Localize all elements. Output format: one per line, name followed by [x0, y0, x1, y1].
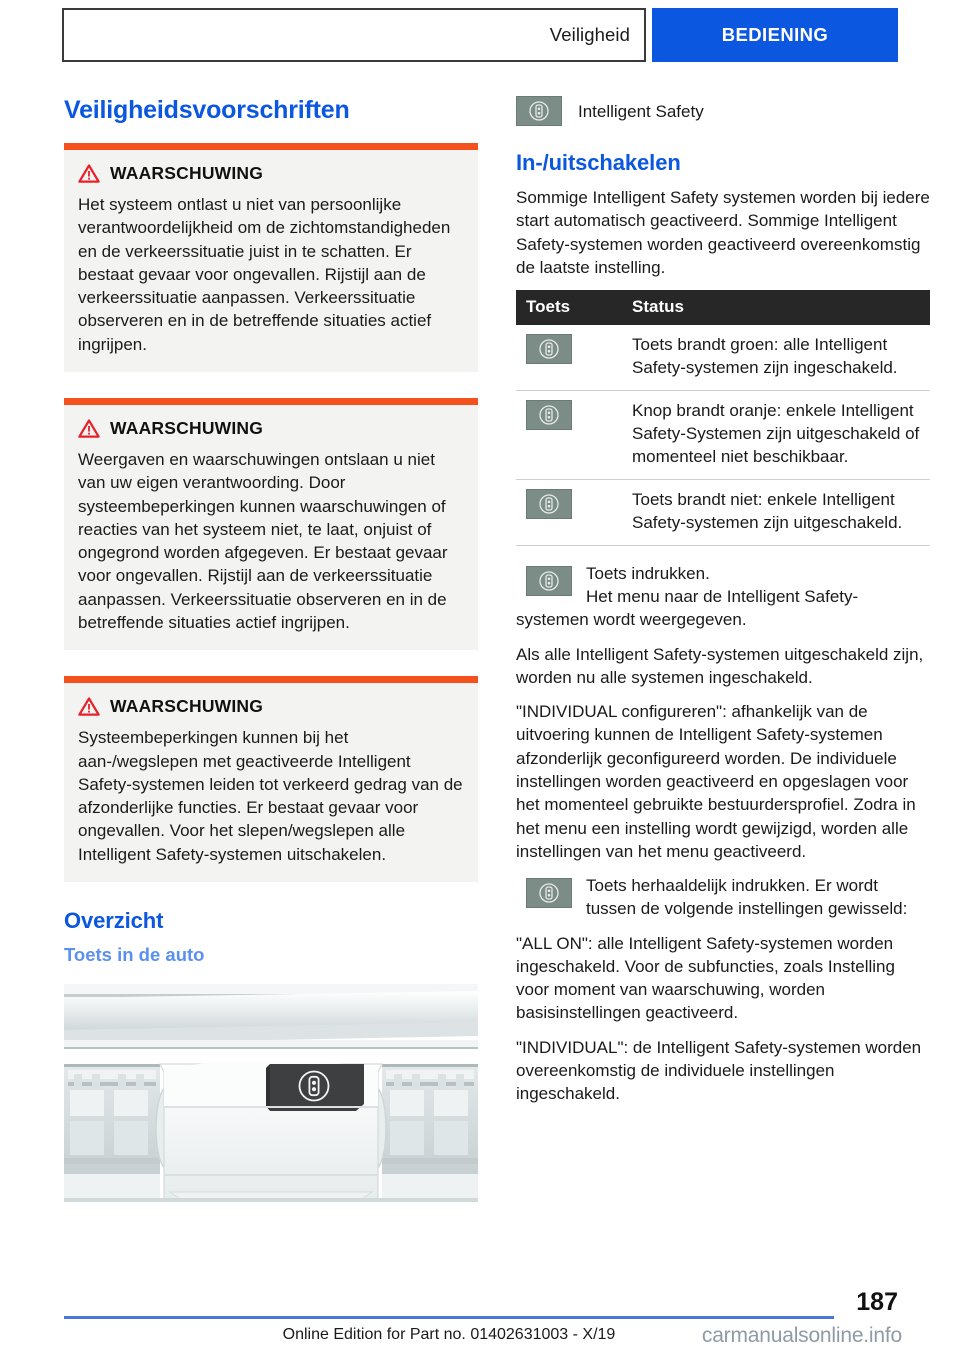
intelligent-safety-button-icon	[526, 489, 572, 519]
paragraph-individual: "INDIVIDUAL": de Intelligent Safety-systemen worden overeenkomstig de individuele instellingen ingeschakeld.	[516, 1037, 922, 1104]
page-footer	[64, 1288, 902, 1356]
site-watermark: carmanualsonline.info	[701, 1324, 902, 1347]
paragraph-after-step-one: Als alle Intelligent Safety-systemen uitgeschakeld zijn, worden nu alle systemen ingeschakeld.	[516, 644, 924, 687]
paragraph-all-on: "ALL ON": alle Intelligent Safety-systemen worden ingeschakeld. Voor de subfuncties, zoals Instelling voor moment van waarschuwing, worden basisinstellingen geactiveerd.	[516, 933, 895, 1023]
dashboard-illustration	[64, 978, 478, 1218]
page-number: 187	[856, 1288, 898, 1316]
step-press-button-line2: Het menu naar de Intelligent Safety-systemen wordt weergegeven.	[516, 586, 859, 630]
warning-header	[78, 696, 464, 717]
table-cell-status: Toets brandt niet: enkele Intelligent Safety-systemen zijn uitgeschakeld.	[622, 479, 930, 545]
intelligent-safety-button-icon	[516, 96, 562, 126]
table-header-row	[516, 290, 930, 325]
table-cell-status: Knop brandt oranje: enkele Intelligent Safety-Systemen zijn uitgeschakeld of momenteel niet beschikbaar.	[622, 391, 930, 480]
warning-triangle-icon	[78, 164, 100, 183]
table-row	[516, 479, 930, 545]
table-header-status: Status	[622, 290, 930, 325]
header-chapter-box	[62, 8, 646, 62]
page-header	[62, 8, 898, 62]
table-cell-status: Toets brandt groen: alle Intelligent Safety-systemen zijn ingeschakeld.	[622, 325, 930, 390]
warning-triangle-icon	[78, 419, 100, 438]
intro-paragraph: Sommige Intelligent Safety systemen worden bij iedere start automatisch geactiveerd. Sommige Intelligent Safety-systemen worden geactiveerd overeenkomstig de laatste instelling.	[516, 188, 930, 277]
table-cell-icon	[516, 391, 622, 480]
warning-label: WAARSCHUWING	[110, 696, 264, 717]
intelligent-safety-button-icon	[526, 566, 572, 596]
intelligent-safety-legend	[516, 96, 930, 126]
overview-heading: Overzicht	[64, 907, 164, 933]
overview-subheading: Toets in de auto	[64, 943, 205, 965]
warning-text: Het systeem ontlast u niet van persoonlijke verantwoordelijkheid om de zichtomstandigheden en de verkeerssituatie juist in te schatten. Er bestaat gevaar voor ongevallen. Rijstijl aan de verkeerssituatie aanpassen. Verkeerssituatie observeren en in de betreffende situaties actief ingrijpen.	[78, 195, 451, 354]
footer-edition-note: Online Edition for Part no. 01402631003 - X/19	[282, 1326, 616, 1343]
header-section-box	[652, 8, 898, 62]
status-table	[516, 290, 930, 546]
right-column	[516, 96, 930, 1117]
header-section-label: BEDIENING	[721, 24, 829, 45]
warning-header	[78, 418, 464, 439]
warning-text: Weergaven en waarschuwingen ontslaan u niet van uw eigen verantwoording. Door systeembeperkingen kunnen waarschuwingen of reacties van het systeem niet, te laat, onjuist of ongegrond worden afgegeven. Er bestaat gevaar voor ongevallen. Rijstijl aan de verkeerssituatie aanpassen. Verkeerssituatie observeren en in de betreffende situaties actief ingrijpen.	[78, 449, 448, 632]
table-row	[516, 325, 930, 390]
footer-divider	[64, 1316, 834, 1319]
table-cell-icon	[516, 325, 622, 390]
warning-box	[64, 143, 478, 372]
intelligent-safety-button-icon	[526, 334, 572, 364]
status-table-head	[516, 290, 930, 325]
intelligent-safety-button-icon	[526, 878, 572, 908]
warning-label: WAARSCHUWING	[110, 163, 264, 183]
intelligent-safety-legend-label: Intelligent Safety	[578, 102, 704, 121]
table-header-toets: Toets	[516, 290, 622, 325]
warning-box	[64, 398, 478, 650]
step-press-repeatedly	[516, 874, 930, 921]
warning-header	[78, 163, 464, 184]
warning-label: WAARSCHUWING	[110, 417, 264, 438]
table-row	[516, 391, 930, 480]
warning-triangle-icon	[78, 697, 100, 716]
header-chapter-label: Veiligheid	[549, 24, 630, 45]
toggle-heading: In-/uitschakelen	[516, 150, 681, 175]
step-press-repeatedly-text: Toets herhaaldelijk indrukken. Er wordt tussen de volgende instellingen gewisseld:	[586, 876, 908, 919]
page-title: Veiligheidsvoorschriften	[64, 96, 350, 124]
paragraph-individual-config: "INDIVIDUAL configureren": afhankelijk van de uitvoering kunnen de Intelligent Safety-systemen afzonderlijk geconfigureerd worden. De individuele instellingen worden geactiveerd en opgeslagen voor het momenteel gebruikte bestuurdersprofiel. Zodra in het menu een instelling wordt gewijzigd, worden alle instellingen van het menu geactiveerd.	[516, 702, 916, 861]
status-table-body	[516, 325, 930, 545]
warning-text: Systeembeperkingen kunnen bij het aan-/wegslepen met geactiveerde Intelligent Safety-systemen leiden tot verkeerd gedrag van de afzonderlijke functies. Er bestaat gevaar voor ongevallen. Voor het slepen/wegslepen alle Intelligent Safety-systemen uitschakelen.	[78, 728, 463, 864]
step-press-button-line1: Toets indrukken.	[586, 563, 710, 583]
step-press-button	[516, 562, 930, 632]
intelligent-safety-button-icon	[526, 400, 572, 430]
warning-box	[64, 676, 478, 882]
table-cell-icon	[516, 479, 622, 545]
left-column	[64, 96, 478, 1218]
